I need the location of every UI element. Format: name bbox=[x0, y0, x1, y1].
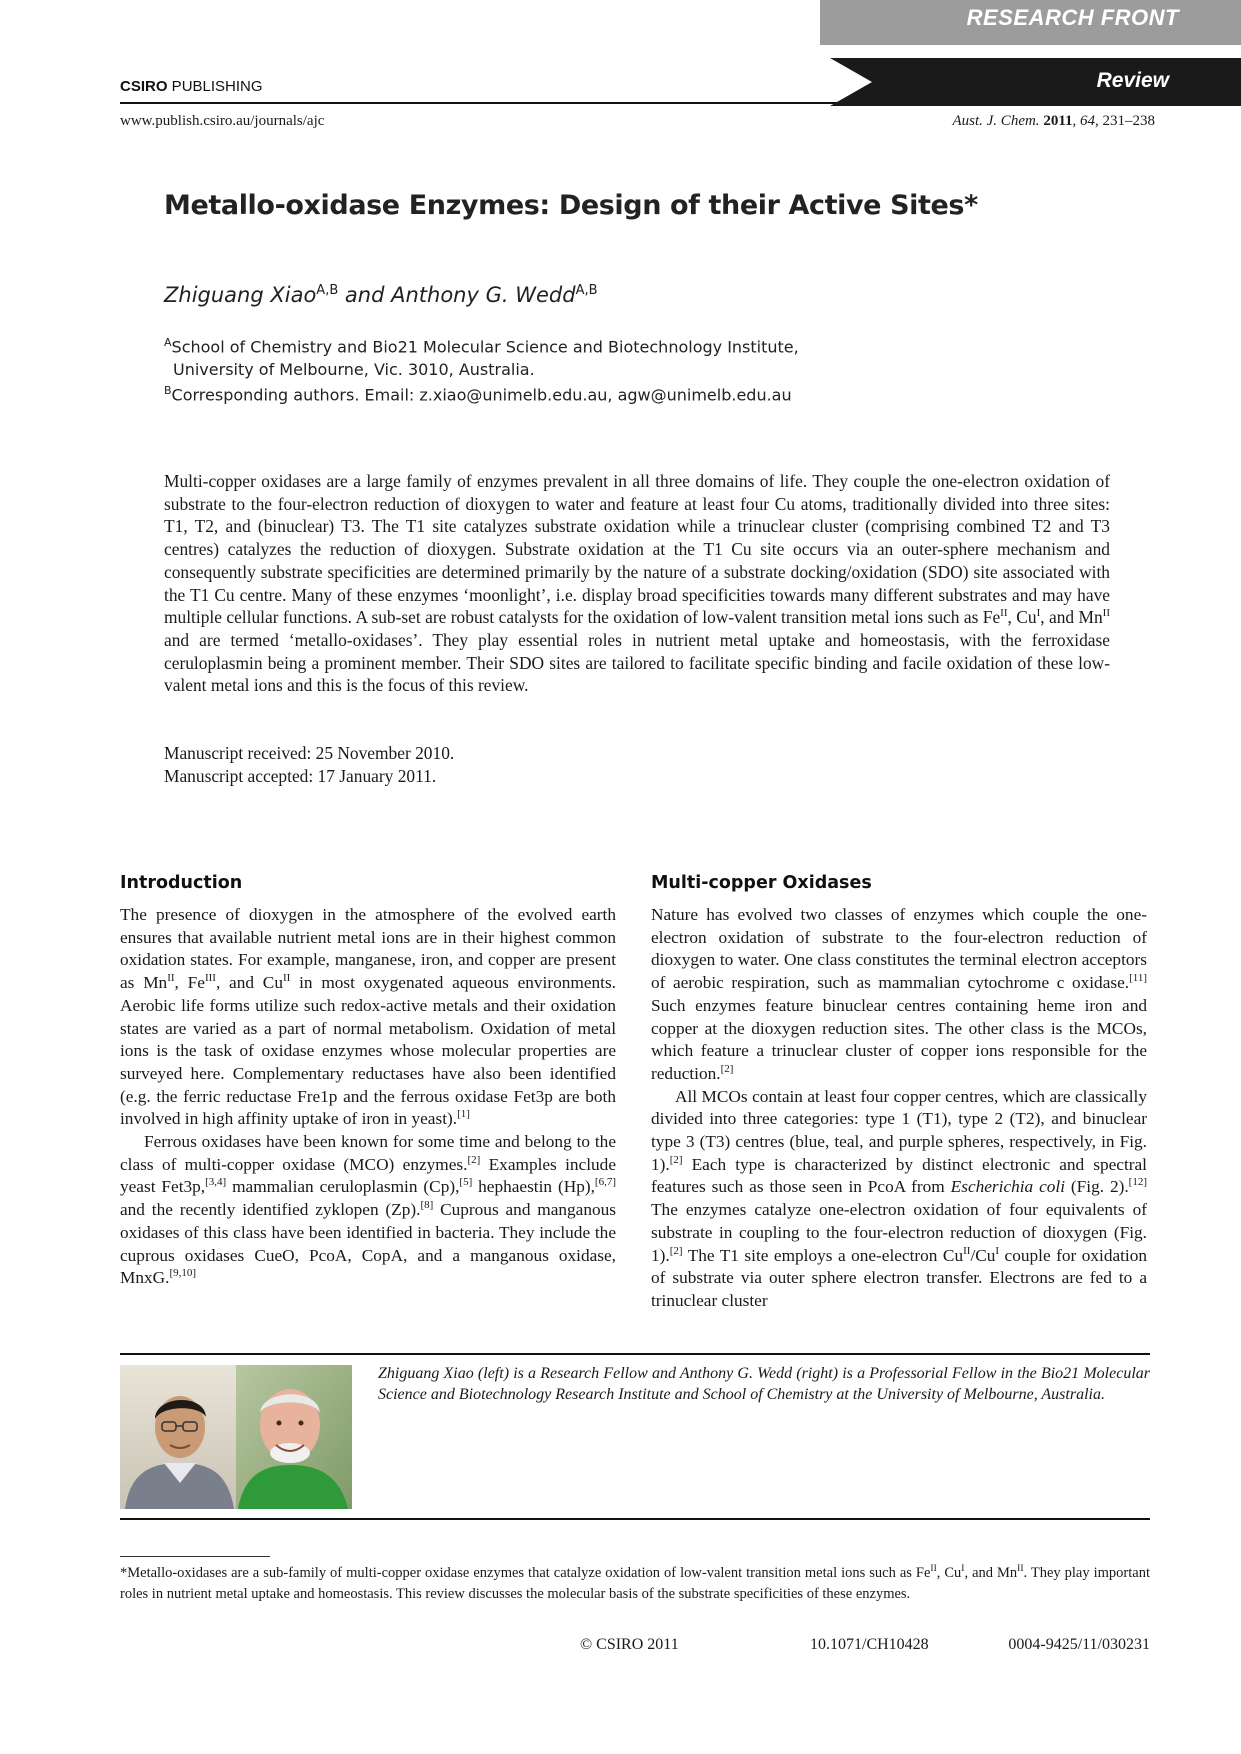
abstract-text: , and Mn bbox=[1040, 607, 1103, 628]
body-text: couple for oxidation of substrate via outer sphere electron transfer. Electrons are fed to a trinuclear cluster bbox=[651, 1245, 1148, 1310]
oxidation-state-sup: II bbox=[930, 1564, 937, 1575]
affil-text: School of Chemistry and Bio21 Molecular Science and Biotechnology Institute, bbox=[171, 337, 799, 357]
author-name: Zhiguang Xiao bbox=[164, 283, 317, 307]
figure-reference[interactable]: (Fig. 2). bbox=[1065, 1177, 1129, 1197]
bio-box-top-rule bbox=[120, 1353, 1150, 1355]
body-text: hephaestin (Hp), bbox=[472, 1177, 595, 1197]
article-type-label: Review bbox=[1096, 69, 1169, 92]
affiliation-a-line2: University of Melbourne, Vic. 3010, Australia. bbox=[173, 360, 535, 379]
reference-link[interactable]: [2] bbox=[467, 1153, 481, 1166]
research-front-label: RESEARCH FRONT bbox=[966, 5, 1179, 30]
body-text: , and Cu bbox=[215, 973, 283, 993]
affiliation-b bbox=[164, 384, 792, 404]
reference-link[interactable]: [6,7] bbox=[594, 1176, 616, 1189]
abstract-text: Multi-copper oxidases are a large family of enzymes prevalent in all three domains of life. They couple the one-electron oxidation of substrate to the four-electron reduction of dioxygen to water and feature at least four Cu atoms, traditionally divided into three sites: T1, T2, and (binuclear) T3. The T1 site catalyzes substrate oxidation while a trinuclear cluster (comprising combined T2 and T3 centres) catalyzes the reduction of dioxygen. Substrate oxidation at the T1 Cu site occurs via an outer-sphere mechanism and consequently substrate specificities are determined primarily by the nature of a substrate docking/oxidation (SDO) site associated with the T1 Cu centre. Many of these enzymes ‘moonlight’, i.e. display broad specificities towards many different substrates and may have multiple cellular functions. A sub-set are robust catalysts for the oxidation of low-valent transition metal ions such as Fe bbox=[164, 471, 1110, 628]
body-text: Nature has evolved two classes of enzymes which couple the one-electron oxidation of substrate to the four-electron reduction of dioxygen to water. One class constitutes the terminal electron acceptors of aerobic respiration, such as mammalian cytochrome c oxidase. bbox=[651, 905, 1147, 993]
reference-link[interactable]: [8] bbox=[420, 1199, 434, 1212]
bio-box-bottom-rule bbox=[120, 1518, 1150, 1520]
footnote-text: , Cu bbox=[936, 1565, 962, 1581]
reference-link[interactable]: [9,10] bbox=[169, 1267, 197, 1280]
manuscript-received: Manuscript received: 25 November 2010. bbox=[164, 743, 455, 763]
abstract-text: , Cu bbox=[1007, 607, 1037, 628]
reference-link[interactable]: [2] bbox=[669, 1244, 683, 1257]
citation-pages: 231–238 bbox=[1102, 113, 1155, 129]
introduction-body bbox=[120, 904, 616, 1290]
body-text: Such enzymes feature binuclear centres containing heme iron and copper at the dioxygen reduction sites. The other class is the MCOs, which feature a trinuclear cluster of copper ions responsible for the reduction. bbox=[651, 995, 1147, 1083]
footnote-text: . They play important roles in nutrient metal uptake and homeostasis. This review discusses the molecular basis of the substrate specificities of these enzymes. bbox=[120, 1565, 1150, 1602]
affil-sup: B bbox=[164, 384, 172, 397]
body-text: , Fe bbox=[174, 973, 205, 993]
footnote-rule bbox=[120, 1556, 270, 1557]
body-text: /Cu bbox=[970, 1245, 996, 1265]
oxidation-state-sup: II bbox=[1000, 607, 1008, 620]
oxidation-state-sup: I bbox=[961, 1564, 965, 1575]
publisher-name bbox=[120, 78, 263, 95]
footnote-text: , and Mn bbox=[964, 1565, 1018, 1581]
footnote-text: *Metallo-oxidases are a sub-family of multi-copper oxidase enzymes that catalyze oxidation of low-valent transition metal ions such as Fe bbox=[120, 1565, 931, 1581]
review-banner bbox=[830, 58, 1241, 106]
citation: Aust. J. Chem. 2011, 64, 231–238 bbox=[952, 113, 1155, 129]
article-title: Metallo-oxidase Enzymes: Design of their Active Sites* bbox=[164, 190, 978, 221]
reference-link[interactable]: [1] bbox=[457, 1108, 470, 1121]
oxidation-state-sup: I bbox=[995, 1244, 1000, 1257]
abstract bbox=[164, 470, 1110, 697]
species-name: Escherichia coli bbox=[950, 1177, 1066, 1197]
body-text: The presence of dioxygen in the atmosphere of the evolved earth ensures that available nutrient metal ions are in their highest common oxidation states. For example, manganese, iron, and copper are present as Mn bbox=[120, 905, 616, 993]
body-text: The T1 site employs a one-electron Cu bbox=[682, 1245, 964, 1265]
citation-year: 2011 bbox=[1043, 113, 1073, 129]
abstract-text: and are termed ‘metallo-oxidases’. They play essential roles in nutrient metal uptake and homeostasis, with the ferroxidase ceruloplasmin being a prominent member. Their SDO sites are tailored to facilitate specific binding and facile oxidation of these low-valent metal ions and this is the focus of this review. bbox=[164, 629, 1110, 696]
section-heading-multi-copper-oxidases: Multi-copper Oxidases bbox=[651, 873, 872, 893]
title-footnote bbox=[120, 1563, 1150, 1604]
journal-url[interactable]: www.publish.csiro.au/journals/ajc bbox=[120, 113, 325, 129]
author-list bbox=[164, 283, 598, 307]
author-conjunction: and bbox=[338, 283, 392, 307]
paragraph bbox=[120, 1131, 616, 1290]
reference-link[interactable]: [3,4] bbox=[205, 1176, 227, 1189]
affiliation-a bbox=[164, 336, 799, 356]
affil-sup: A bbox=[164, 336, 172, 349]
oxidation-state-sup: II bbox=[1102, 607, 1110, 620]
publisher-bold: CSIRO bbox=[120, 78, 168, 95]
body-text: mammalian ceruloplasmin (Cp), bbox=[226, 1177, 460, 1197]
paragraph bbox=[120, 904, 616, 1131]
citation-volume: 64 bbox=[1080, 113, 1095, 129]
author-name: Anthony G. Wedd bbox=[391, 283, 576, 307]
reference-link[interactable]: [11] bbox=[1129, 972, 1147, 985]
paragraph bbox=[651, 1086, 1147, 1313]
author-bio: Zhiguang Xiao (left) is a Research Fellow and Anthony G. Wedd (right) is a Professorial Fellow in the Bio21 Molecular Science and Biotechnology Research Institute and School of Chemistry at the University of Melbourne, Australia. bbox=[378, 1365, 1150, 1403]
body-text: in most oxygenated aqueous environments. Aerobic life forms utilize such redox-active metals and their oxidation states are varied as a part of normal metabolism. Oxidation of metal ions is the task of oxidase enzymes whose molecular properties are surveyed here. Complementary reductases have also been identified (e.g. the ferric reductase Fre1p and the ferrous oxidase Fet3p are both involved in high affinity uptake of iron in yeast). bbox=[120, 973, 616, 1129]
body-text: Each type is characterized by distinct electronic and spectral features such as those seen in PcoA from bbox=[651, 1154, 1147, 1197]
section-heading-introduction: Introduction bbox=[120, 873, 243, 893]
mco-body bbox=[651, 904, 1147, 1313]
issn: 0004-9425/11/030231 bbox=[1008, 1636, 1150, 1653]
body-text: Cuprous and manganous oxidases of this class have been identified in bacteria. They include the cuprous oxidases CueO, PcoA, CopA, and a manganous oxidase, MnxG. bbox=[120, 1200, 616, 1288]
body-text: Ferrous oxidases have been known for some time and belong to the class of multi-copper oxidase (MCO) enzymes. bbox=[120, 1132, 616, 1174]
reference-link[interactable]: [5] bbox=[459, 1176, 473, 1189]
reference-link[interactable]: [2] bbox=[669, 1153, 683, 1166]
body-text: and the recently identified zyklopen (Zp). bbox=[120, 1200, 421, 1220]
body-text: All MCOs contain at least four copper centres, which are classically divided into three categories: type 1 (T1), type 2 (T2), and binuclear type 3 (T3) centres (blue, teal, and purple spheres, respectively, in Fig. 1). bbox=[651, 1086, 1147, 1174]
citation-journal: Aust. J. Chem. bbox=[952, 113, 1040, 129]
author-affil-sup: A,B bbox=[316, 283, 339, 298]
oxidation-state-sup: II bbox=[963, 1244, 971, 1257]
corresponding-email[interactable]: Corresponding authors. Email: z.xiao@unimelb.edu.au, agw@unimelb.edu.au bbox=[171, 385, 792, 405]
oxidation-state-sup: II bbox=[1017, 1564, 1024, 1575]
oxidation-state-sup: II bbox=[167, 972, 175, 985]
paragraph bbox=[651, 904, 1147, 1086]
oxidation-state-sup: III bbox=[204, 972, 216, 985]
reference-link[interactable]: [2] bbox=[720, 1063, 734, 1076]
oxidation-state-sup: II bbox=[282, 972, 291, 985]
body-text: Examples include yeast Fet3p, bbox=[120, 1154, 616, 1197]
copyright: © CSIRO 2011 bbox=[580, 1636, 679, 1653]
body-text: The enzymes catalyze one-electron oxidation of four equivalents of substrate in coupling to the four-electron reduction of dioxygen (Fig. 1). bbox=[651, 1200, 1147, 1265]
author-photo bbox=[120, 1365, 352, 1509]
publisher-rest: PUBLISHING bbox=[167, 78, 263, 95]
reference-link[interactable]: [12] bbox=[1128, 1176, 1147, 1189]
manuscript-accepted: Manuscript accepted: 17 January 2011. bbox=[164, 766, 437, 786]
doi[interactable]: 10.1071/CH10428 bbox=[810, 1636, 929, 1653]
oxidation-state-sup: I bbox=[1036, 607, 1041, 620]
header-rule bbox=[120, 102, 840, 104]
author-affil-sup: A,B bbox=[575, 283, 598, 298]
